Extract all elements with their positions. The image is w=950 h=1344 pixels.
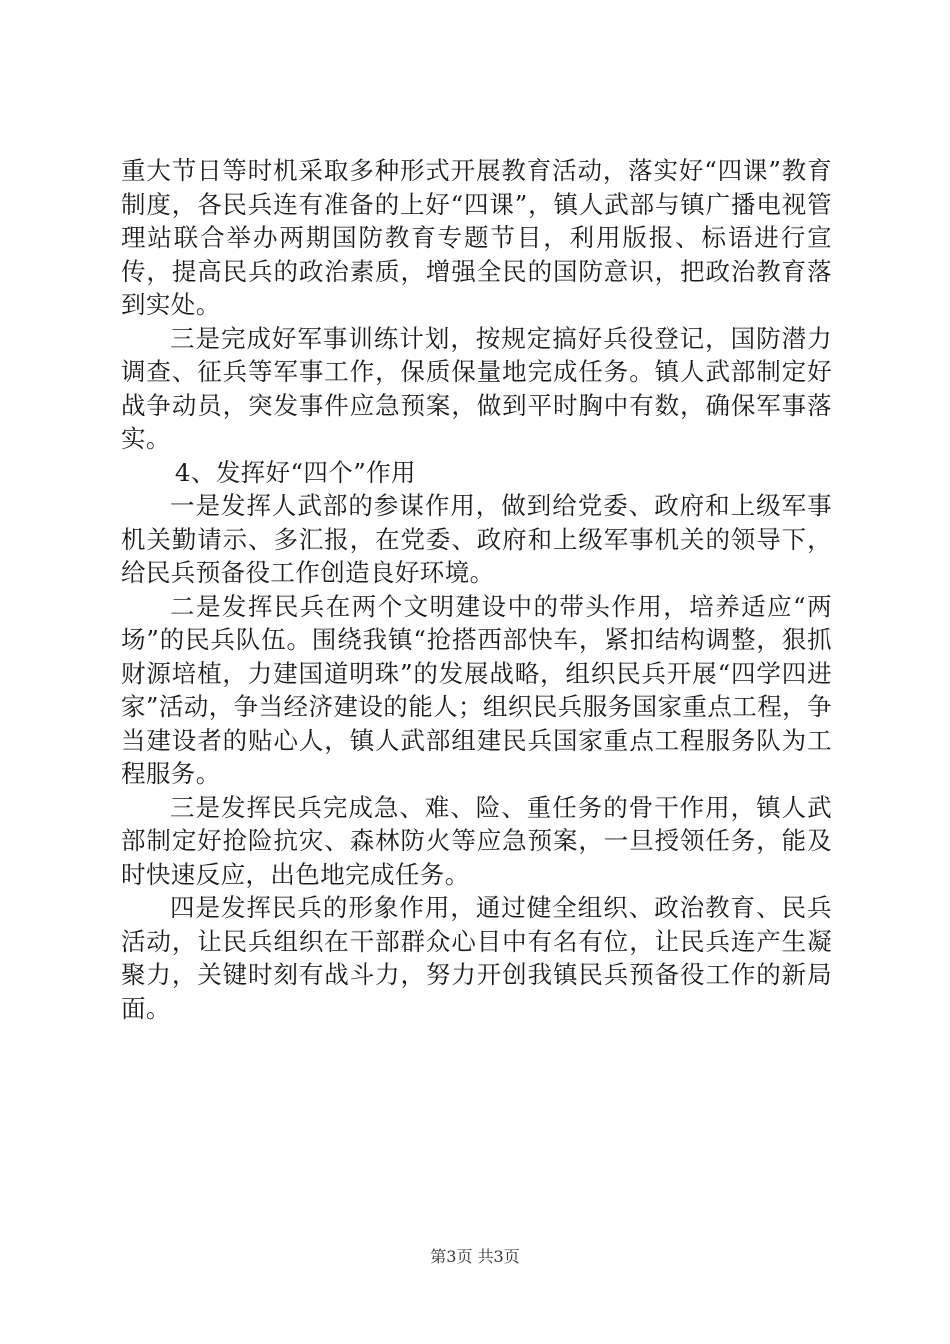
- document-body: [121, 154, 832, 1025]
- paragraph-military-training: 三是完成好军事训练计划，按规定搞好兵役登记，国防潜力调查、征兵等军事工作，保质保量地完成任务。镇人武部制定好战争动员，突发事件应急预案，做到平时胸中有数，确保军事落实。: [121, 323, 832, 453]
- paragraph-image-role: 四是发挥民兵的形象作用，通过健全组织、政治教育、民兵活动，让民兵组织在干部群众心目中有名有位，让民兵连产生凝聚力，关键时刻有战斗力，努力开创我镇民兵预备役工作的新局面。: [121, 893, 832, 1023]
- paragraph-leading-role: 二是发挥民兵在两个文明建设中的带头作用，培养适应“两场”的民兵队伍。围绕我镇“抢搭西部快车，紧扣结构调整，狠抓财源培植，力建国道明珠”的发展战略，组织民兵开展“四学四进家”活动，争当经济建设的能人；组织民兵服务国家重点工程，争当建设者的贴心人，镇人武部组建民兵国家重点工程服务队为工程服务。: [121, 591, 832, 788]
- paragraph-backbone-role: 三是发挥民兵完成急、难、险、重任务的骨干作用，镇人武部制定好抢险抗灾、森林防火等应急预案，一旦授领任务，能及时快速反应，出色地完成任务。: [121, 792, 832, 889]
- section-heading: 4、发挥好“四个”作用: [174, 457, 416, 487]
- paragraph-continuation: 重大节日等时机采取多种形式开展教育活动，落实好“四课”教育制度，各民兵连有准备的上好“四课”，镇人武部与镇广播电视管理站联合举办两期国防教育专题节目，利用版报、标语进行宣传，提高民兵的政治素质，增强全民的国防意识，把政治教育落到实处。: [121, 156, 832, 319]
- paragraph-staff-role: 一是发挥人武部的参谋作用，做到给党委、政府和上级军事机关勤请示、多汇报，在党委、政府和上级军事机关的领导下，给民兵预备役工作创造良好环境。: [121, 491, 832, 587]
- page-footer: 第3页 共3页: [430, 1247, 520, 1266]
